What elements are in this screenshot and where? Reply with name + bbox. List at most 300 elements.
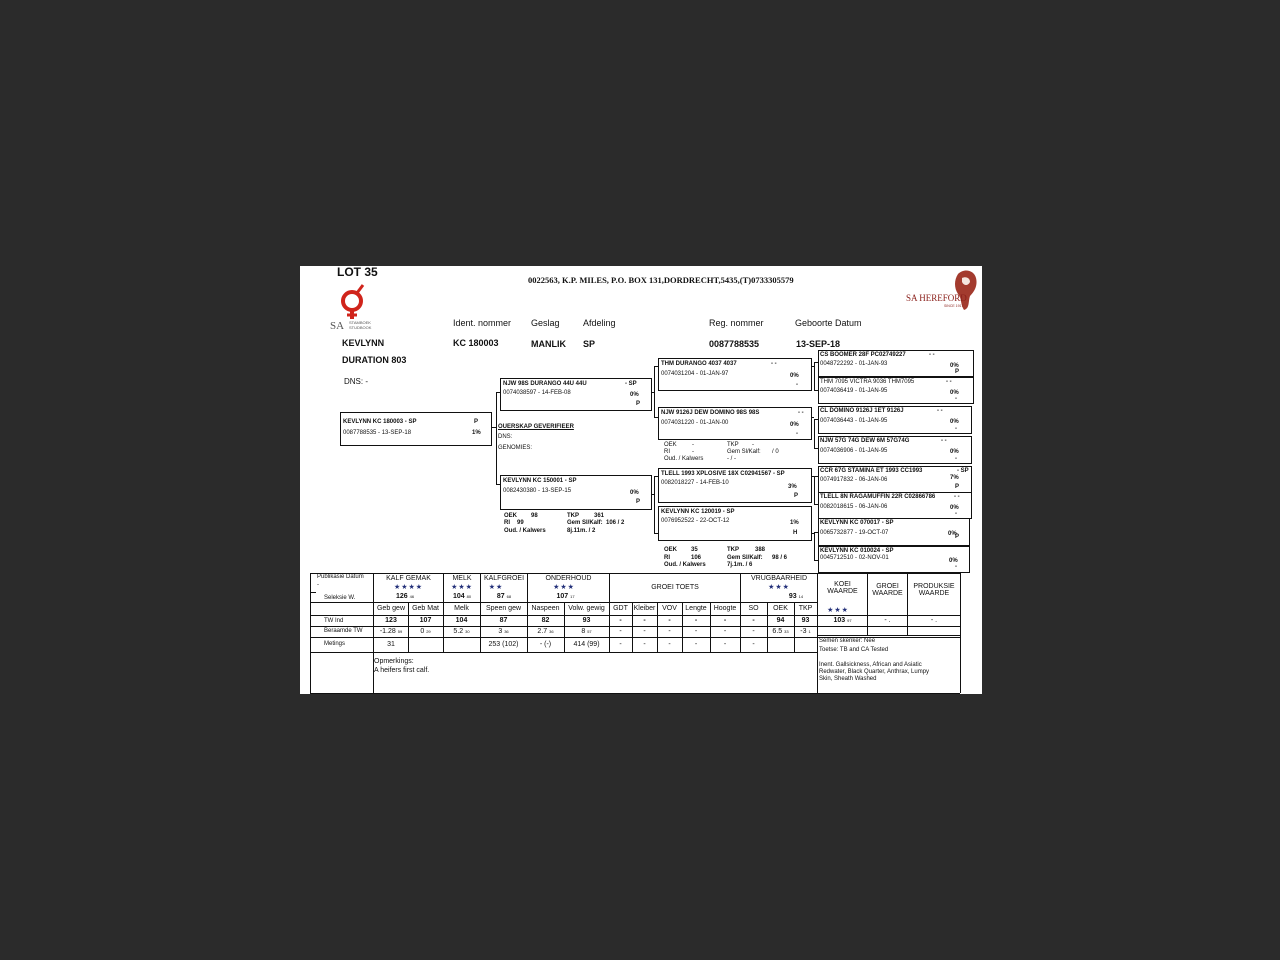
- pedigree-document: [300, 266, 982, 694]
- kalfgroei-stars-icon: ★★: [488, 584, 504, 591]
- dam-code: P: [636, 499, 641, 505]
- metings-value: - (-): [539, 641, 552, 648]
- pedigree-gg-box: [818, 377, 974, 404]
- gg-title: CL DOMINO 9126J 1ET 9126J: [820, 408, 904, 414]
- ds-code: P: [794, 493, 799, 499]
- sd-title: NJW 9126J DEW DOMINO 98S 98S: [661, 410, 760, 416]
- pedigree-gg-box: [818, 350, 974, 377]
- geslag-label: Geslag: [531, 318, 560, 328]
- pub-datum-label: Publikasie Datum: [317, 574, 364, 580]
- beraamde-value: 3: [498, 628, 503, 635]
- seleksie-onderhoud-value: 107: [556, 593, 569, 600]
- gg-title: THM 7095 VICTRA 9036 THM7095: [820, 379, 915, 385]
- self-code: P: [474, 419, 479, 425]
- gg-title: KEVLYNN KC 010024 - SP: [820, 548, 894, 554]
- beraamde-cell: [564, 628, 609, 635]
- column-header-cell: [408, 605, 443, 612]
- column-header-value: GDT: [613, 605, 628, 612]
- logo-studbook-text: STUDBOOK: [349, 325, 372, 330]
- ds-pct: 3%: [788, 484, 797, 490]
- sire-title: NJW 98S DURANGO 44U 44U: [503, 381, 587, 387]
- dd-ri-value: 106: [691, 555, 702, 561]
- metings-value: -: [752, 641, 755, 648]
- sire-code: P: [636, 401, 641, 407]
- tw-ind-value: -: [752, 617, 755, 624]
- koei-stars-icon: ★★★: [827, 607, 849, 614]
- geboorte-label: Geboorte Datum: [795, 318, 862, 328]
- tw-ind-cell: [657, 617, 682, 624]
- tw-ind-cell: [480, 617, 527, 624]
- kalf-gemak-stars-icon: ★★★★: [393, 584, 424, 591]
- logo-stamboek-text: STAMBOEK: [349, 320, 371, 325]
- pedigree-gg-box: [818, 518, 970, 546]
- column-header-cell: [794, 605, 817, 612]
- sd-tkp-label: TKP: [727, 442, 739, 448]
- hereford-logo-text: SA HEREFORD: [906, 293, 967, 303]
- pedigree-dd-box: [658, 506, 812, 541]
- produksie-waarde-header: PRODUKSIE WAARDE: [913, 583, 955, 597]
- pedigree-gg-box: [818, 406, 972, 434]
- vrugbaarheid-header: VRUGBAARHEID: [750, 575, 807, 582]
- dam-tkp-label: TKP: [567, 513, 579, 519]
- inent-line1: Inent. Gallsickness, African and Asiatic: [819, 662, 922, 668]
- sd-oud-value: - / -: [727, 456, 736, 462]
- beraamde-value: -1.28: [379, 628, 396, 635]
- beraamde-value: 2.7: [537, 628, 548, 635]
- toetse-text: Toetse: TB and CA Tested: [819, 647, 889, 653]
- seleksie-onderhoud: [528, 593, 603, 600]
- koei-tw-ind: [818, 617, 867, 624]
- pedigree-sire-box: [500, 378, 652, 411]
- metings-value: 31: [387, 641, 395, 648]
- column-header-value: Kleiber: [633, 605, 656, 612]
- dd-gem-label: Gem Sl/Kalf:: [727, 555, 763, 561]
- gg-line: 0074917832 - 06-JAN-06: [820, 477, 888, 483]
- breeder-address: 0022563, K.P. MILES, P.O. BOX 131,DORDRECHT,5435,(T)0733305579: [528, 275, 794, 285]
- gg-line: 0074036419 - 01-JAN-95: [820, 388, 888, 394]
- dam-oud-value: 8j.11m. / 2: [567, 528, 596, 534]
- metings-value: -: [723, 641, 727, 648]
- gg-line: 0048722292 - 01-JAN-93: [820, 361, 888, 367]
- seleksie-melk-value: 104: [452, 593, 465, 600]
- gg-pct: 0%: [950, 449, 959, 455]
- beraamde-value: -3: [800, 628, 807, 635]
- gg-code: P: [955, 369, 960, 375]
- pedigree-gg-box: [818, 436, 972, 464]
- tw-ind-value: -: [619, 617, 622, 624]
- pedigree-gg-box: [818, 492, 972, 519]
- metings-cell: [657, 641, 682, 648]
- metings-cell: [609, 641, 632, 648]
- animal-name-line2: DURATION 803: [342, 355, 407, 365]
- gg-title: CS BOOMER 28F PC02749227: [820, 352, 906, 358]
- column-header-cell: [632, 605, 657, 612]
- pedigree-gg-box: [818, 466, 972, 493]
- column-header-cell: [527, 605, 564, 612]
- beraamde-label: Beraamde TW: [324, 628, 363, 634]
- sd-ri-label: RI: [664, 449, 670, 455]
- dd-oud-label: Oud. / Kalwers: [664, 562, 706, 568]
- beraamde-cell: [374, 628, 408, 635]
- gg-code: P: [955, 534, 960, 540]
- metings-cell: [480, 641, 527, 648]
- beraamde-cell: [480, 628, 527, 635]
- column-header-cell: [767, 605, 794, 612]
- pedigree-dns: DNS:: [498, 434, 513, 440]
- gg-title: KEVLYNN KC 070017 - SP: [820, 520, 894, 526]
- prod-tw-ind: - .: [930, 617, 938, 624]
- groei-tw-ind: - .: [884, 617, 891, 624]
- groei-waarde-header: GROEI WAARDE: [872, 583, 903, 597]
- gg-code: -: [955, 396, 957, 402]
- koei-waarde-header: KOEI WAARDE: [827, 581, 858, 595]
- sire-grade: - SP: [625, 381, 637, 387]
- seleksie-kalf-gemak: [374, 593, 436, 600]
- sd-code: -: [796, 431, 798, 437]
- beraamde-value: -: [723, 628, 727, 635]
- column-header-value: Geb gew: [376, 605, 406, 612]
- kalf-gemak-header: KALF GEMAK: [386, 575, 431, 582]
- metings-cell: [682, 641, 710, 648]
- pedigree-ds-box: [658, 468, 812, 503]
- beraamde-cell: [740, 628, 767, 635]
- gg-grade: - -: [946, 379, 952, 385]
- beraamde-cell: [443, 628, 480, 635]
- dd-tkp-value: 388: [755, 547, 766, 553]
- column-header-value: SO: [748, 605, 759, 612]
- sd-pct: 0%: [790, 422, 799, 428]
- tw-ind-cell: [632, 617, 657, 624]
- gg-grade: - SP: [957, 468, 969, 474]
- pedigree-genomies: GENOMIES:: [498, 445, 533, 451]
- metings-cell: [564, 641, 609, 648]
- column-header-value: OEK: [773, 605, 788, 612]
- beraamde-cell: [710, 628, 740, 635]
- self-pct: 1%: [472, 430, 481, 436]
- dd-code: H: [793, 530, 798, 536]
- beraamde-cell: [794, 628, 817, 635]
- self-title: KEVLYNN KC 180003 - SP: [343, 419, 417, 425]
- seleksie-kalfgroei-value: 87: [496, 593, 505, 600]
- dam-gem-label: Gem Sl/Kalf:: [567, 520, 603, 526]
- tw-ind-value: 123: [385, 617, 397, 624]
- tw-ind-cell: [767, 617, 794, 624]
- sire-line: 0074038597 - 14-FEB-08: [503, 390, 571, 396]
- onderhoud-stars-icon: ★★★: [553, 584, 575, 591]
- ss-grade: - -: [771, 361, 777, 367]
- beraamde-cell: [408, 628, 443, 635]
- pedigree-sd-box: [658, 407, 812, 440]
- beraamde-cell: [767, 628, 794, 635]
- gg-grade: - -: [941, 438, 947, 444]
- tw-ind-value: 93: [801, 617, 810, 624]
- opmerkings-label: Opmerkings:: [374, 658, 414, 665]
- column-header-cell: [710, 605, 740, 612]
- dd-oek-label: OEK: [664, 547, 678, 553]
- beraamde-value: -: [619, 628, 622, 635]
- gg-line: 0065732877 - 19-OCT-07: [820, 530, 889, 536]
- pub-datum-value: -: [317, 582, 319, 588]
- sd-ri-value: -: [692, 449, 694, 455]
- beraamde-value: -: [752, 628, 755, 635]
- metings-cell: [527, 641, 564, 648]
- sd-gem-value: / 0: [772, 449, 779, 455]
- dd-tkp-label: TKP: [727, 547, 739, 553]
- column-header-value: Hoogte: [713, 605, 737, 612]
- tw-ind-label: TW Ind: [324, 618, 344, 624]
- seleksie-kalfgroei-sub: 68: [506, 594, 512, 599]
- beraamde-value: 0: [420, 628, 425, 635]
- melk-stars-icon: ★★★: [451, 584, 473, 591]
- gg-grade: - -: [954, 494, 960, 500]
- tw-ind-value: -: [694, 617, 698, 624]
- animal-reg: 0087788535: [709, 339, 760, 349]
- dd-oud-value: 7j.1m. / 6: [727, 562, 753, 568]
- kalfgroei-header: KALFGROEI: [483, 575, 525, 582]
- beraamde-value: 8: [581, 628, 586, 635]
- dam-oud-label: Oud. / Kalwers: [504, 528, 546, 534]
- gg-code: -: [955, 564, 957, 570]
- seleksie-onderhoud-sub: 17: [570, 594, 575, 599]
- ss-pct: 0%: [790, 373, 799, 379]
- gg-line: 0074036906 - 01-JAN-95: [820, 448, 888, 454]
- ds-line: 0082018227 - 14-FEB-10: [661, 480, 729, 486]
- metings-value: -: [619, 641, 622, 648]
- column-header-value: Speen gew: [485, 605, 522, 612]
- gg-code: -: [955, 511, 957, 517]
- animal-geslag: MANLIK: [531, 339, 566, 349]
- gg-code: -: [955, 456, 957, 462]
- seleksie-kalf-gemak-value: 126: [395, 593, 408, 600]
- column-header-cell: [740, 605, 767, 612]
- seleksie-kalf-gemak-sub: 46: [409, 594, 415, 599]
- tw-ind-cell: [374, 617, 408, 624]
- studbook-emblem-icon: [330, 281, 386, 321]
- gg-title: TLELL 8N RAGAMUFFIN 22R C02866786: [820, 494, 936, 500]
- metings-value: 253 (102): [488, 641, 519, 648]
- tw-ind-value: 94: [776, 617, 785, 624]
- tw-ind-cell: [740, 617, 767, 624]
- gg-title: CCR 67G STAMINA ET 1993 CC1993: [820, 468, 923, 474]
- seleksie-kalfgroei: [481, 593, 527, 600]
- tw-ind-value: 87: [499, 617, 508, 624]
- seleksie-vrugbaarheid: [741, 593, 851, 600]
- pedigree-ss-box: [658, 358, 812, 391]
- sd-gem-label: Gem Sl/Kalf:: [727, 449, 761, 455]
- sd-oek-value: -: [692, 442, 694, 448]
- beraamde-value: 6.5: [772, 628, 783, 635]
- metings-cell: [374, 641, 408, 648]
- ident-label: Ident. nommer: [453, 318, 512, 328]
- gg-line: 0082018615 - 06-JAN-06: [820, 504, 888, 510]
- sd-oek-label: OEK: [664, 442, 677, 448]
- ss-line: 0074031204 - 01-JAN-97: [661, 371, 729, 377]
- animal-dns: DNS: -: [344, 377, 368, 386]
- metings-value: -: [643, 641, 646, 648]
- dd-oek-value: 35: [691, 547, 698, 553]
- tw-ind-cell: [794, 617, 817, 624]
- column-header-cell: [682, 605, 710, 612]
- tw-ind-cell: [710, 617, 740, 624]
- pedigree-self-box: [340, 412, 492, 446]
- dd-gem-value: 98 / 6: [772, 555, 788, 561]
- ds-title: TLELL 1993 XPLOSIVE 18X C02941567 - SP: [661, 471, 785, 477]
- ouerskap-geverifieer: OUERSKAP GEVERIFIEER: [498, 424, 574, 430]
- column-header-cell: [609, 605, 632, 612]
- gg-pct: 0%: [948, 531, 957, 537]
- tw-ind-value: 93: [582, 617, 591, 624]
- semen-text: Semen skenker: Nee: [819, 638, 876, 644]
- beraamde-cell: [682, 628, 710, 635]
- dam-oek-label: OEK: [504, 513, 518, 519]
- dd-line: 0076952522 - 22-OCT-12: [661, 518, 730, 524]
- beraamde-sub: 59: [397, 629, 403, 634]
- onderhoud-header: ONDERHOUD: [545, 575, 592, 582]
- tw-ind-cell: [609, 617, 632, 624]
- seleksie-label: Seleksie W.: [324, 595, 356, 601]
- gg-pct: 7%: [950, 475, 959, 481]
- melk-header: MELK: [452, 575, 472, 582]
- tw-ind-value: 107: [419, 617, 432, 624]
- sire-pct: 0%: [630, 392, 639, 398]
- column-header-cell: [480, 605, 527, 612]
- beraamde-sub: 36: [504, 629, 509, 634]
- gg-pct: 0%: [950, 390, 959, 396]
- opmerkings-text: A heifers first calf.: [374, 667, 430, 674]
- gg-pct: 0%: [950, 419, 959, 425]
- ss-code: -: [796, 382, 798, 388]
- gg-line: 0074036443 - 01-JAN-95: [820, 418, 888, 424]
- beraamde-sub: 57: [587, 629, 592, 634]
- metings-value: -: [668, 641, 671, 648]
- column-header-value: Lengte: [685, 605, 707, 612]
- tw-ind-cell: [443, 617, 480, 624]
- dam-pct: 0%: [630, 490, 639, 496]
- gg-pct: 0%: [950, 363, 959, 369]
- reg-label: Reg. nommer: [709, 318, 764, 328]
- seleksie-melk: [444, 593, 480, 600]
- dd-title: KEVLYNN KC 120019 - SP: [661, 509, 735, 515]
- dd-ri-label: RI: [664, 555, 670, 561]
- beraamde-value: -: [694, 628, 698, 635]
- metings-label: Metings: [324, 641, 346, 647]
- gg-code: P: [955, 484, 960, 490]
- logo-sa-text: SA: [330, 320, 345, 332]
- pedigree-dam-box: [500, 475, 652, 510]
- column-header-value: VOV: [662, 605, 677, 612]
- beraamde-sub: 36: [549, 629, 554, 634]
- tw-ind-cell: [682, 617, 710, 624]
- column-header-cell: [564, 605, 609, 612]
- animal-geboorte: 13-SEP-18: [796, 339, 841, 349]
- metings-value: 414 (99): [573, 641, 600, 648]
- sd-grade: - -: [798, 410, 804, 416]
- hereford-since-text: SINCE 1917: [944, 304, 964, 308]
- column-header-cell: [443, 605, 480, 612]
- inent-line2: Redwater, Black Quarter, Anthrax, Lumpy: [819, 669, 930, 675]
- metings-cell: [710, 641, 740, 648]
- metings-cell: [632, 641, 657, 648]
- dam-line: 0082430380 - 13-SEP-15: [503, 488, 572, 494]
- dam-ri-label: RI: [504, 520, 510, 526]
- self-line: 0087788535 - 13-SEP-18: [343, 430, 412, 436]
- dam-oek-value: 98: [531, 513, 538, 519]
- sd-line: 0074031220 - 01-JAN-00: [661, 420, 729, 426]
- beraamde-cell: [527, 628, 564, 635]
- beraamde-value: 5.2: [453, 628, 464, 635]
- animal-ident: KC 180003: [453, 338, 499, 348]
- koei-tw-ind-sub: 97: [847, 618, 852, 623]
- seleksie-melk-sub: 80: [466, 594, 472, 599]
- column-header-value: Melk: [454, 605, 469, 612]
- beraamde-value: -: [668, 628, 671, 635]
- sa-studbook-logo: [330, 281, 386, 333]
- pedigree-gg-box: [818, 546, 970, 573]
- column-header-cell: [374, 605, 408, 612]
- dam-gem-value: 106 / 2: [606, 520, 625, 526]
- animal-afdeling: SP: [583, 339, 596, 349]
- metings-cell: [740, 641, 767, 648]
- column-header-value: Volw. gewig: [568, 605, 605, 612]
- beraamde-cell: [609, 628, 632, 635]
- dam-title: KEVLYNN KC 150001 - SP: [503, 478, 577, 484]
- tw-ind-value: 82: [541, 617, 550, 624]
- dd-pct: 1%: [790, 520, 799, 526]
- gg-grade: - -: [937, 408, 943, 414]
- gg-pct: 0%: [950, 505, 959, 511]
- sd-oud-label: Oud. / Kalwers: [664, 456, 704, 462]
- lot-number: LOT 35: [337, 266, 378, 279]
- beraamde-sub: 29: [426, 629, 431, 634]
- column-header-value: Naspeen: [531, 605, 560, 612]
- groei-toets-header: GROEI TOETS: [651, 584, 699, 591]
- dam-ri-value: 99: [517, 520, 524, 526]
- dam-tkp-value: 361: [594, 513, 605, 519]
- beraamde-value: -: [643, 628, 646, 635]
- column-header-value: Geb Mat: [412, 605, 439, 612]
- gg-title: NJW 57G 74G DEW 6M 57G74G: [820, 438, 910, 444]
- ss-title: THM DURANGO 4037 4037: [661, 361, 737, 367]
- beraamde-sub: 33: [784, 629, 789, 634]
- column-header-cell: [657, 605, 682, 612]
- metings-value: -: [694, 641, 698, 648]
- tw-ind-value: -: [643, 617, 646, 624]
- tw-ind-value: 104: [455, 617, 468, 624]
- tw-ind-value: -: [668, 617, 671, 624]
- tw-ind-cell: [564, 617, 609, 624]
- gg-code: -: [955, 426, 957, 432]
- gg-pct: 0%: [949, 558, 958, 564]
- beraamde-sub: 30: [465, 629, 470, 634]
- beraamde-sub: 1: [808, 629, 811, 634]
- seleksie-vrug-value: 93: [788, 593, 797, 600]
- koei-tw-ind-value: 103: [833, 617, 846, 624]
- sa-hereford-logo: [904, 268, 982, 316]
- tw-ind-cell: [527, 617, 564, 624]
- vrugbaarheid-stars-icon: ★★★: [768, 584, 790, 591]
- seleksie-vrug-sub: 14: [798, 594, 804, 599]
- gg-grade: - -: [929, 352, 935, 358]
- animal-name-line1: KEVLYNN: [342, 338, 385, 348]
- sd-tkp-value: -: [752, 442, 754, 448]
- beraamde-cell: [632, 628, 657, 635]
- tw-ind-value: -: [723, 617, 727, 624]
- beraamde-cell: [657, 628, 682, 635]
- column-header-value: TKP: [798, 605, 813, 612]
- inent-line3: Skin, Sheath Washed: [819, 676, 877, 682]
- tw-ind-cell: [408, 617, 443, 624]
- afdeling-label: Afdeling: [583, 318, 616, 328]
